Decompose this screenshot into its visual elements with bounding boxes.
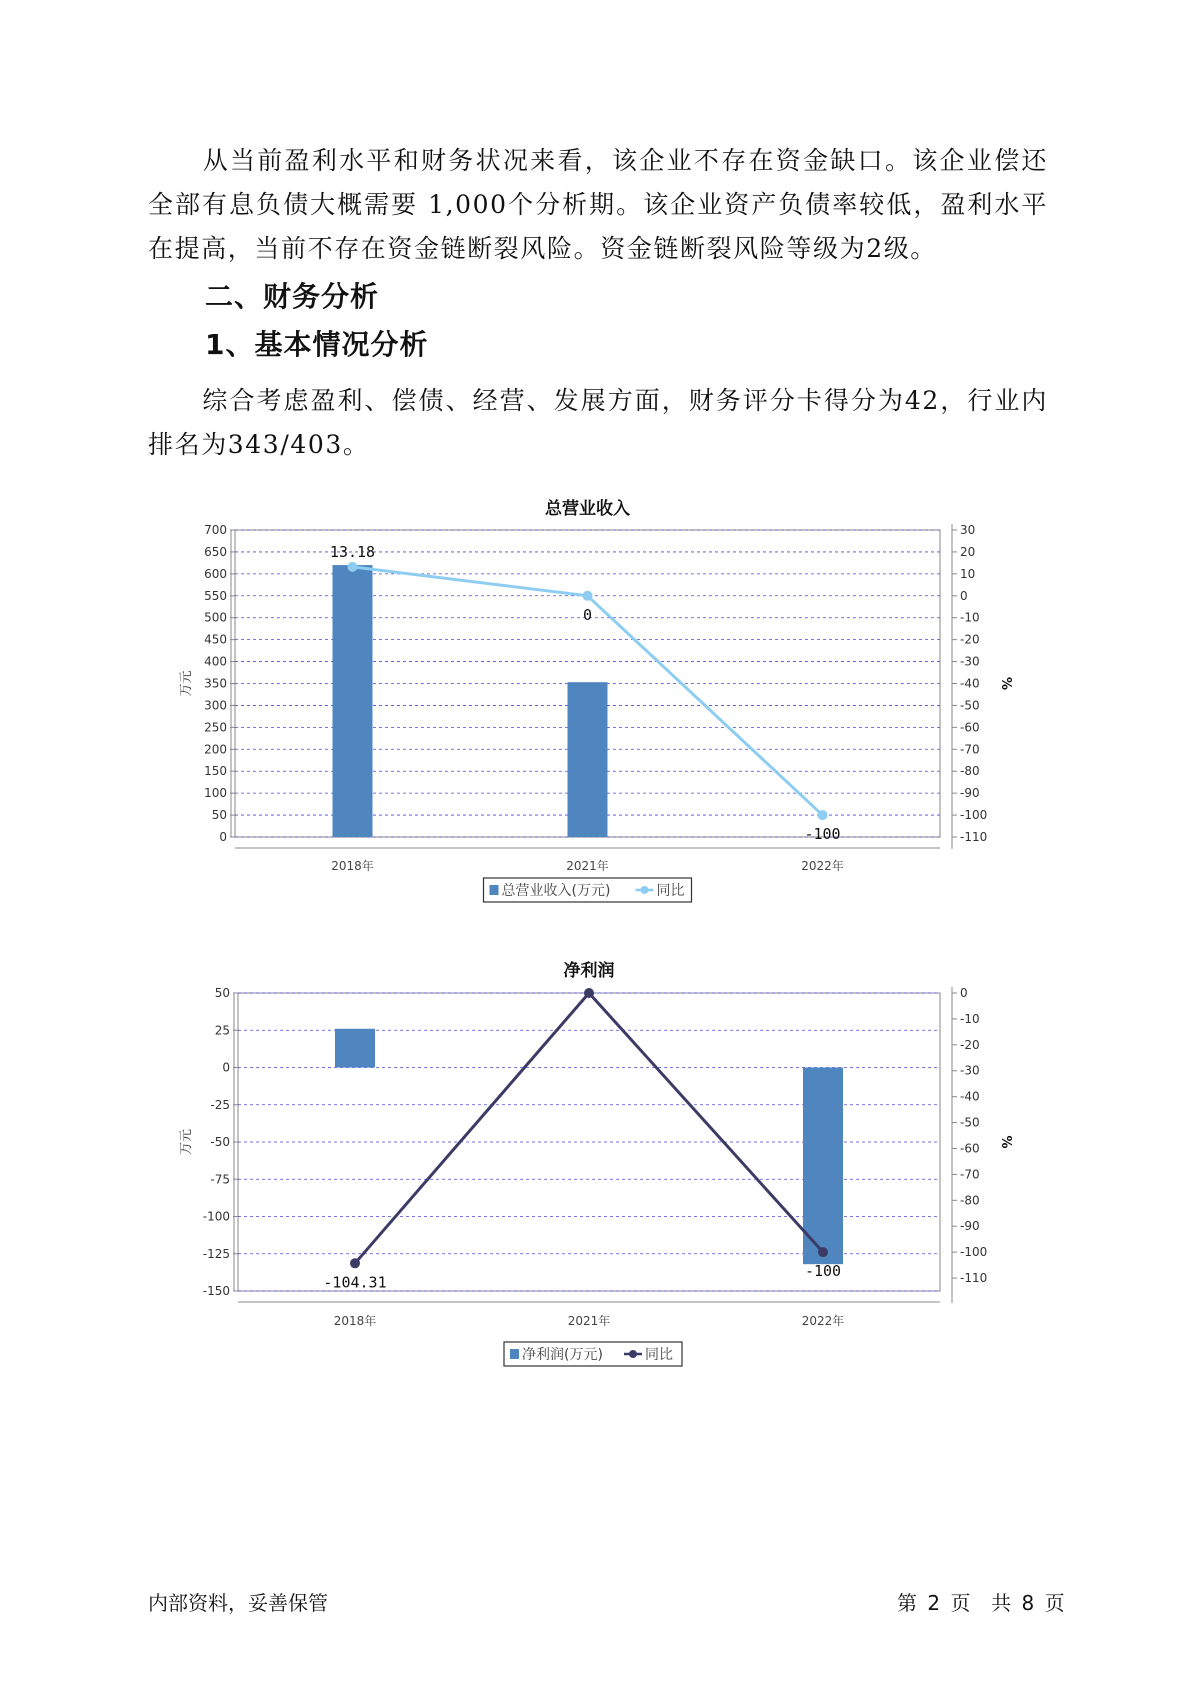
left-tick-label: 600 bbox=[204, 566, 227, 581]
left-tick-label: -50 bbox=[210, 1135, 230, 1149]
left-axis-title: 万元 bbox=[179, 1128, 194, 1156]
left-tick-label: 25 bbox=[214, 1023, 230, 1038]
left-tick-label: 650 bbox=[204, 544, 227, 559]
left-axis-title: 万元 bbox=[179, 670, 194, 697]
right-tick-label: -110 bbox=[960, 830, 988, 844]
legend-bar-swatch bbox=[510, 1349, 519, 1359]
category-label: 2022年 bbox=[801, 1314, 845, 1328]
left-tick-label: 150 bbox=[204, 764, 227, 779]
revenue-chart-svg bbox=[150, 485, 1050, 915]
left-tick-label: -100 bbox=[202, 1209, 230, 1224]
left-tick-label: 0 bbox=[222, 1060, 230, 1075]
section-heading: 二、财务分析 bbox=[205, 280, 380, 313]
legend-line-marker bbox=[629, 1350, 637, 1358]
data-label: -100 bbox=[804, 1262, 842, 1281]
right-tick-label: -60 bbox=[960, 1141, 980, 1156]
right-tick-label: -110 bbox=[960, 1271, 988, 1286]
left-tick-label: -75 bbox=[210, 1172, 230, 1187]
line-point bbox=[818, 1247, 828, 1257]
left-tick-label: -150 bbox=[202, 1284, 230, 1298]
right-tick-label: -20 bbox=[960, 632, 980, 647]
right-tick-label: 20 bbox=[960, 544, 976, 559]
data-label: 13.18 bbox=[329, 542, 376, 561]
category-label: 2021年 bbox=[566, 859, 609, 873]
left-tick-label: 100 bbox=[204, 786, 227, 801]
footer-confidential: 内部资料，妥善保管 bbox=[148, 1591, 328, 1615]
right-tick-label: -100 bbox=[960, 1245, 988, 1260]
left-tick-label: 250 bbox=[204, 720, 227, 735]
data-label: -100 bbox=[804, 825, 841, 844]
right-tick-label: -30 bbox=[960, 654, 980, 669]
right-tick-label: -70 bbox=[960, 1167, 980, 1182]
chart-title: 净利润 bbox=[563, 961, 615, 981]
line-point bbox=[584, 988, 594, 998]
left-tick-label: 500 bbox=[204, 610, 227, 625]
data-label: -104.31 bbox=[323, 1273, 387, 1292]
right-tick-label: -80 bbox=[960, 764, 980, 779]
legend-line-label: 同比 bbox=[645, 1347, 673, 1363]
right-tick-label: -80 bbox=[960, 1193, 980, 1208]
legend-line-label: 同比 bbox=[656, 883, 685, 899]
right-tick-label: -30 bbox=[960, 1063, 980, 1078]
left-tick-label: 50 bbox=[211, 808, 227, 823]
left-tick-label: -25 bbox=[210, 1097, 230, 1112]
right-tick-label: -90 bbox=[960, 1219, 980, 1234]
paragraph-score: 综合考虑盈利、偿债、经营、发展方面，财务评分卡得分为42，行业内排名为343/403。 bbox=[148, 386, 1048, 459]
right-tick-label: -50 bbox=[960, 1115, 980, 1130]
line-point bbox=[348, 562, 358, 572]
left-tick-label: -125 bbox=[202, 1246, 230, 1261]
right-axis-title: % bbox=[998, 1135, 1013, 1149]
right-tick-label: -10 bbox=[960, 1011, 980, 1026]
left-tick-label: 350 bbox=[204, 676, 227, 691]
right-tick-label: -60 bbox=[960, 720, 980, 735]
right-tick-label: 10 bbox=[960, 566, 976, 581]
bar bbox=[335, 1029, 375, 1068]
right-tick-label: -90 bbox=[960, 786, 980, 801]
category-label: 2018年 bbox=[333, 1314, 377, 1328]
legend-line-marker bbox=[641, 886, 649, 894]
right-tick-label: 30 bbox=[960, 523, 976, 537]
right-tick-label: 0 bbox=[960, 588, 968, 603]
footer-page-number: 第 2 页 共 8 页 bbox=[897, 1591, 1065, 1615]
left-tick-label: 200 bbox=[204, 742, 227, 757]
category-label: 2021年 bbox=[567, 1314, 611, 1328]
left-tick-label: 50 bbox=[214, 986, 230, 1000]
revenue-chart bbox=[150, 485, 1050, 915]
line-point bbox=[818, 810, 828, 820]
right-tick-label: -20 bbox=[960, 1037, 980, 1052]
line-point bbox=[350, 1258, 360, 1268]
right-tick-label: -40 bbox=[960, 676, 980, 691]
legend-bar-swatch bbox=[490, 885, 499, 895]
left-tick-label: 700 bbox=[204, 523, 227, 537]
line-point bbox=[583, 591, 593, 601]
category-label: 2018年 bbox=[331, 859, 374, 873]
right-tick-label: -100 bbox=[960, 808, 988, 823]
right-axis-title: % bbox=[998, 676, 1013, 691]
data-label: 0 bbox=[582, 605, 593, 624]
category-label: 2022年 bbox=[801, 859, 844, 873]
chart-title: 总营业收入 bbox=[545, 499, 630, 519]
net-profit-chart bbox=[150, 945, 1050, 1385]
left-tick-label: 300 bbox=[204, 698, 227, 713]
left-tick-label: 400 bbox=[204, 654, 227, 669]
right-tick-label: -10 bbox=[960, 610, 980, 625]
right-tick-label: 0 bbox=[960, 986, 968, 1000]
legend-bar-label: 净利润(万元) bbox=[522, 1347, 603, 1363]
right-tick-label: -40 bbox=[960, 1089, 980, 1104]
left-tick-label: 0 bbox=[219, 830, 227, 844]
left-tick-label: 550 bbox=[204, 588, 227, 603]
net-profit-chart-svg bbox=[150, 945, 1050, 1385]
left-tick-label: 450 bbox=[204, 632, 227, 647]
bar bbox=[568, 682, 608, 837]
paragraph-summary: 从当前盈利水平和财务状况来看，该企业不存在资金缺口。该企业偿还全部有息负债大概需要 1,000个分析期。该企业资产负债率较低，盈利水平在提高，当前不存在资金链断裂风险。资金链断裂风险等级为2级。 bbox=[148, 146, 1048, 263]
legend-bar-label: 总营业收入(万元) bbox=[501, 883, 611, 899]
right-tick-label: -50 bbox=[960, 698, 980, 713]
subsection-heading: 1、基本情况分析 bbox=[205, 328, 429, 361]
right-tick-label: -70 bbox=[960, 742, 980, 757]
bar bbox=[333, 565, 373, 837]
